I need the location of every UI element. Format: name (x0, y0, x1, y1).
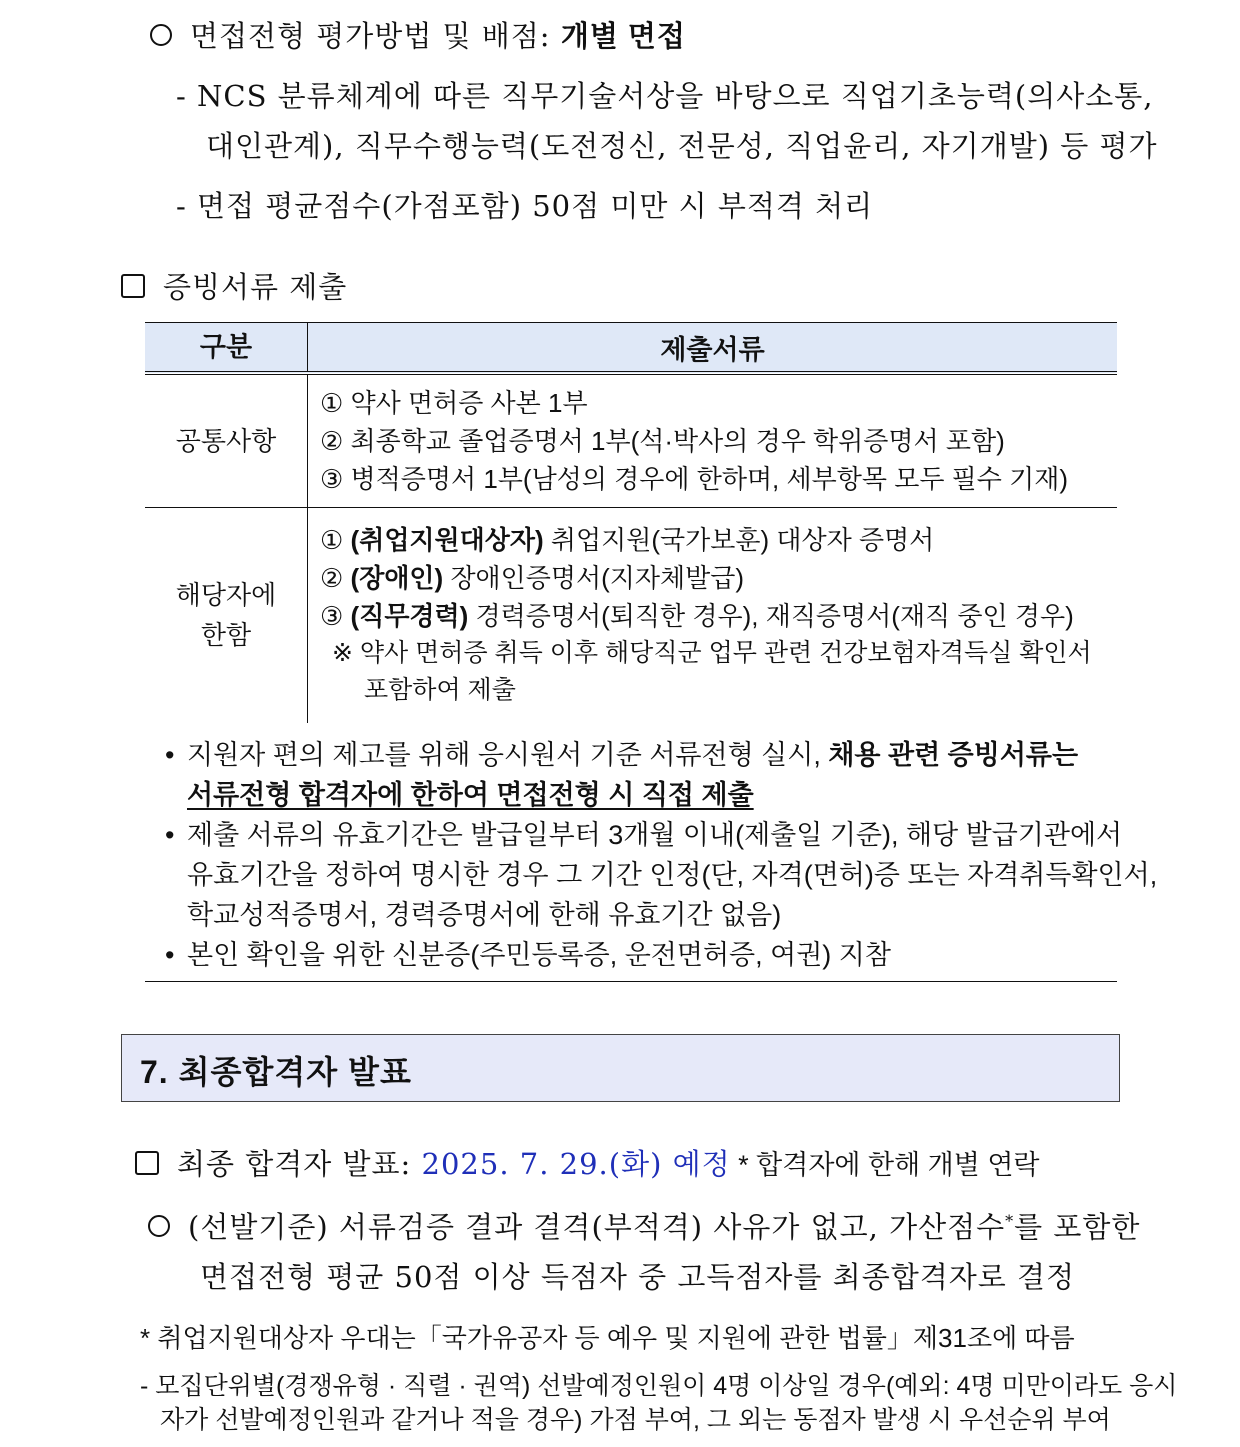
footnote-2-line-2: 자가 선발예정인원과 같거나 적을 경우) 가점 부여, 그 외는 동점자 발생 시 우선순위 부여 (160, 1406, 1111, 1434)
interview-bullet-1-line-1: - NCS 분류체계에 따른 직무기술서상을 바탕으로 직업기초능력(의사소통, (176, 79, 1154, 113)
note-2-line-2: 유효기간을 정하여 명시한 경우 그 기간 인정(단, 자격(면허)증 또는 자격취득확인서, (187, 860, 1158, 890)
list-item: ③ (직무경력) 경력증명서(퇴직한 경우), 재직증명서(재직 중인 경우) (320, 601, 1074, 632)
list-item: ③ 병적증명서 1부(남성의 경우에 한하며, 세부항목 모두 필수 기재) (320, 463, 1068, 494)
announcement-date: 2025. 7. 29.(화) 예정 (421, 1147, 731, 1181)
note-1-line-1: • 지원자 편의 제고를 위해 응시원서 기준 서류전형 실시, 채용 관련 증빙서류는 (165, 740, 1079, 770)
announcement-contact: * 합격자에 한해 개별 연락 (730, 1150, 1040, 1180)
circle-bullet-icon (150, 24, 172, 46)
table-header-documents: 제출서류 (308, 323, 1118, 374)
row-items-common (308, 373, 1118, 507)
note-3: • 본인 확인을 위한 신분증(주민등록증, 운전면허증, 여권) 지참 (165, 940, 891, 970)
note-1-line-2: 서류전형 합격자에 한하여 면접전형 시 직접 제출 (187, 780, 754, 810)
criteria-line-1: (선발기준) 서류검증 결과 결격(부적격) 사유가 없고, 가산점수*를 포함한 (148, 1205, 1140, 1246)
documents-notes (145, 725, 1158, 982)
row-label-applicable: 해당자에 한함 (145, 507, 308, 723)
announcement-line: 최종 합격자 발표: 2025. 7. 29.(화) 예정 * 합격자에 한해 개별 연락 (135, 1142, 1040, 1183)
note-2-line-3: 학교성적증명서, 경력증명서에 한해 유효기간 없음) (187, 900, 782, 930)
section-7-title: 7. 최종합격자 발표 (140, 1054, 412, 1090)
note-2-line-1: • 제출 서류의 유효기간은 발급일부터 3개월 이내(제출일 기준), 해당 발급기관에서 (165, 820, 1123, 850)
circle-bullet-icon (148, 1215, 170, 1237)
footnote-2-line-1: - 모집단위별(경쟁유형 · 직렬 · 권역) 선발예정인원이 4명 이상일 경우(예외: 4명 미만이라도 응시 (140, 1372, 1178, 1400)
criteria-line-2: 면접전형 평균 50점 이상 득점자 중 고득점자를 최종합격자로 결정 (200, 1260, 1076, 1294)
list-item: ② 최종학교 졸업증명서 1부(석·박사의 경우 학위증명서 포함) (320, 425, 1005, 456)
documents-table (145, 322, 1117, 723)
interview-bullet-2: - 면접 평균점수(가점포함) 50점 미만 시 부적격 처리 (176, 189, 874, 223)
table-header-row (145, 323, 1117, 374)
interview-heading: 면접전형 평가방법 및 배점: 개별 면접 (150, 14, 686, 55)
note-line-1: ※ 약사 면허증 취득 이후 해당직군 업무 관련 건강보험자격득실 확인서 (332, 639, 1092, 668)
note-line-2: 포함하여 제출 (364, 676, 516, 705)
interview-bullet-1-line-2: 대인관계), 직무수행능력(도전정신, 전문성, 직업윤리, 자기개발) 등 평가 (206, 129, 1158, 163)
table-row (145, 507, 1117, 723)
documents-heading: 증빙서류 제출 (121, 265, 347, 306)
list-item: ① (취업지원대상자) 취업지원(국가보훈) 대상자 증명서 (320, 525, 935, 556)
table-header-category: 구분 (145, 323, 308, 374)
list-item: ② (장애인) 장애인증명서(지자체발급) (320, 563, 745, 594)
interview-type: 개별 면접 (560, 21, 686, 53)
section-7-header (121, 1034, 1120, 1102)
row-items-applicable (308, 507, 1118, 723)
square-bullet-icon (121, 274, 145, 298)
square-bullet-icon (135, 1151, 159, 1175)
footnote-1: * 취업지원대상자 우대는「국가유공자 등 예우 및 지원에 관한 법률」제31조에 따름 (140, 1323, 1075, 1353)
row-label-common: 공통사항 (145, 373, 308, 507)
list-item: ① 약사 면허증 사본 1부 (320, 387, 588, 418)
table-row (145, 373, 1117, 507)
